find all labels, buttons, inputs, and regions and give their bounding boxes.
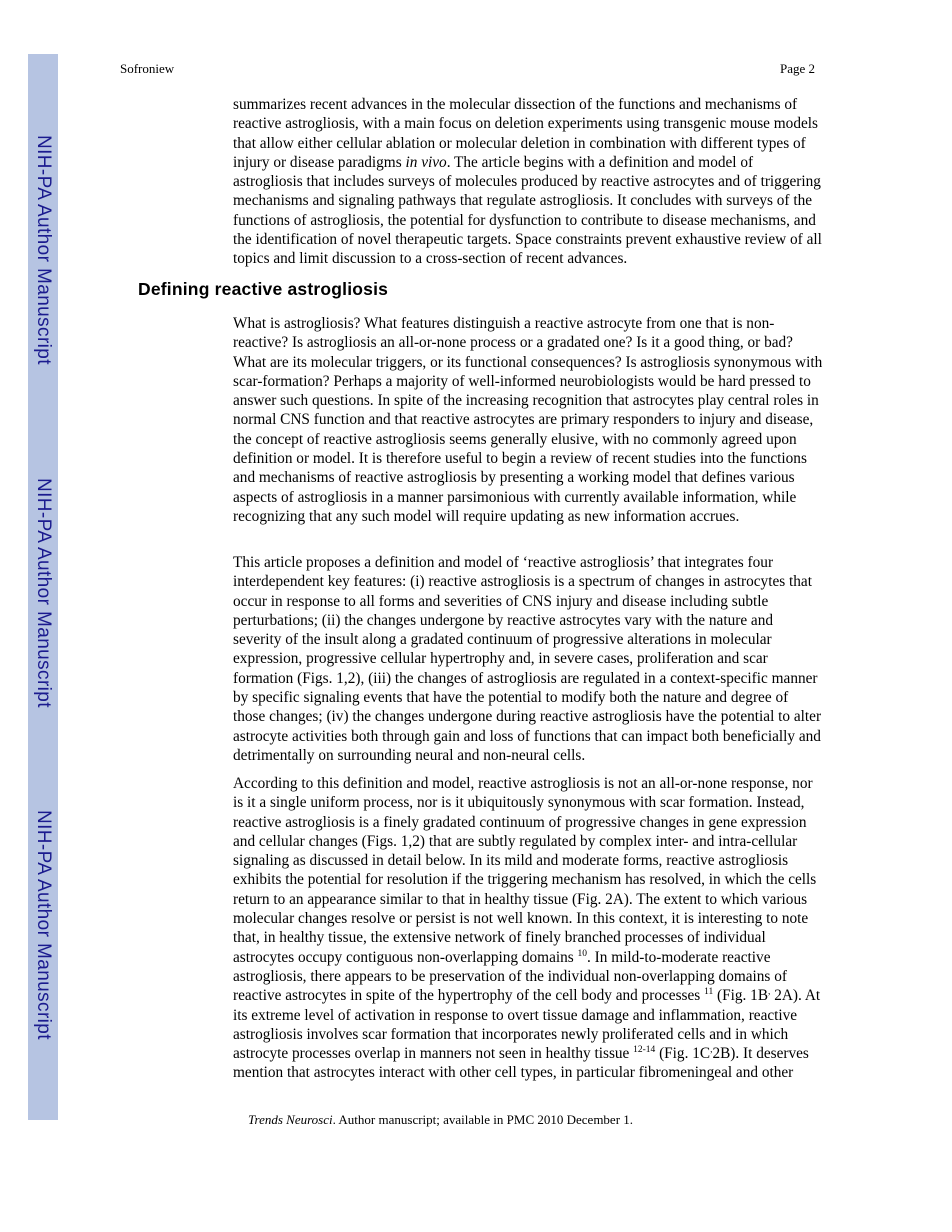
paragraph-what-is-astrogliosis: What is astrogliosis? What features distinguish a reactive astrocyte from one that is non-reactive? Is astrogliosis an all-or-none process or a gradated one? Is it a good thing, or bad? What are its molecular triggers, or its functional consequences? Is astrogliosis synonymous with scar-formation? Perhaps a majority of well-informed neurobiologists would be hard pressed to answer such questions. In spite of the increasing recognition that astrocytes play central roles in normal CNS function and that reactive astrocytes are primary responders to injury and disease, the concept of reactive astrogliosis seems generally elusive, with no commonly agreed upon definition or model. It is therefore useful to begin a review of recent studies into the functions and mechanisms of reactive astrogliosis by presenting a working model that defines various aspects of astrogliosis in a manner parsimonious with currently available information, while recognizing that any such model will require updating as new information accrues. [233, 315, 823, 525]
nihpa-watermark-text: NIH-PA Author Manuscript [33, 135, 54, 365]
footer-citation: Trends Neurosci. Author manuscript; available in PMC 2010 December 1. [248, 1112, 634, 1127]
header-author: Sofroniew [120, 61, 175, 76]
page-header [120, 61, 815, 77]
header-page-number: Page 2 [779, 61, 815, 76]
nihpa-watermark-text: NIH-PA Author Manuscript [33, 810, 54, 1040]
paragraph-according-to-definition: According to this definition and model, reactive astrogliosis is not an all-or-none response, nor is it a single uniform process, nor is it ubiquitously synonymous with scar formation. Instead, reactive astrogliosis is a finely gradated continuum of progressive changes in gene expression and cellular changes (Figs. 1,2) that are subtly regulated by complex inter- and intra-cellular signaling as discussed in detail below. In its mild and moderate forms, reactive astrogliosis exhibits the potential for resolution if the triggering mechanism has resolved, in which the cells return to an appearance similar to that in healthy tissue (Fig. 2A). The extent to which various molecular changes resolve or persist is not well known. In this context, it is interesting to note that, in healthy tissue, the extensive network of finely branched processes of individual astrocytes occupy contiguous non-overlapping domains $^{10}$. In mild-to-moderate reactive astrogliosis, there appears to be preservation of the individual non-overlapping domains of reactive astrocytes in spite of the hypertrophy of the cell body and processes $^{11}$ (Fig. 1B, 2A). At its extreme level of activation in response to overt tissue damage and inflammation, reactive astrogliosis involves scar formation that incorporates newly proliferated cells and in which astrocyte processes overlap in manners not seen in healthy tissue $^{12-14}$ (Fig. 1C,2B). It deserves mention that astrocytes interact with other cell types, in particular fibromeningeal and other [233, 775, 821, 1082]
paragraph-this-article-proposes: This article proposes a definition and model of ‘reactive astrogliosis’ that integrates four interdependent key features: (i) reactive astrogliosis is a spectrum of changes in astrocytes that occur in response to all forms and severities of CNS injury and disease including subtle perturbations; (ii) the changes undergone by reactive astrocytes vary with the nature and severity of the insult along a gradated continuum of progressive alterations in molecular expression, progressive cellular hypertrophy and, in severe cases, proliferation and scar formation (Figs. 1,2), (iii) the changes of astrogliosis are regulated in a context-specific manner by specific signaling events that have the potential to modify both the nature and degree of those changes; (iv) the changes undergone during reactive astrogliosis have the potential to alter astrocyte activities both through gain and loss of functions that can impact both beneficially and detrimentally on surrounding neural and non-neural cells. [233, 554, 822, 764]
section-heading: Defining reactive astrogliosis [138, 279, 389, 299]
nihpa-watermark-text: NIH-PA Author Manuscript [33, 478, 54, 708]
paragraph-intro: summarizes recent advances in the molecular dissection of the functions and mechanisms of reactive astrogliosis, with a main focus on deletion experiments using transgenic mouse models that allow either cellular ablation or molecular deletion in combination with different types of injury or disease paradigms in vivo. The article begins with a definition and model of astrogliosis that includes surveys of molecules produced by reactive astrocytes and of triggering mechanisms and signaling pathways that regulate astrogliosis. It concludes with surveys of the functions of astrogliosis, the potential for dysfunction to contribute to disease mechanisms, and the identification of novel therapeutic targets. Space constraints prevent exhaustive review of all topics and limit discussion to a cross-section of recent advances. [233, 96, 822, 268]
